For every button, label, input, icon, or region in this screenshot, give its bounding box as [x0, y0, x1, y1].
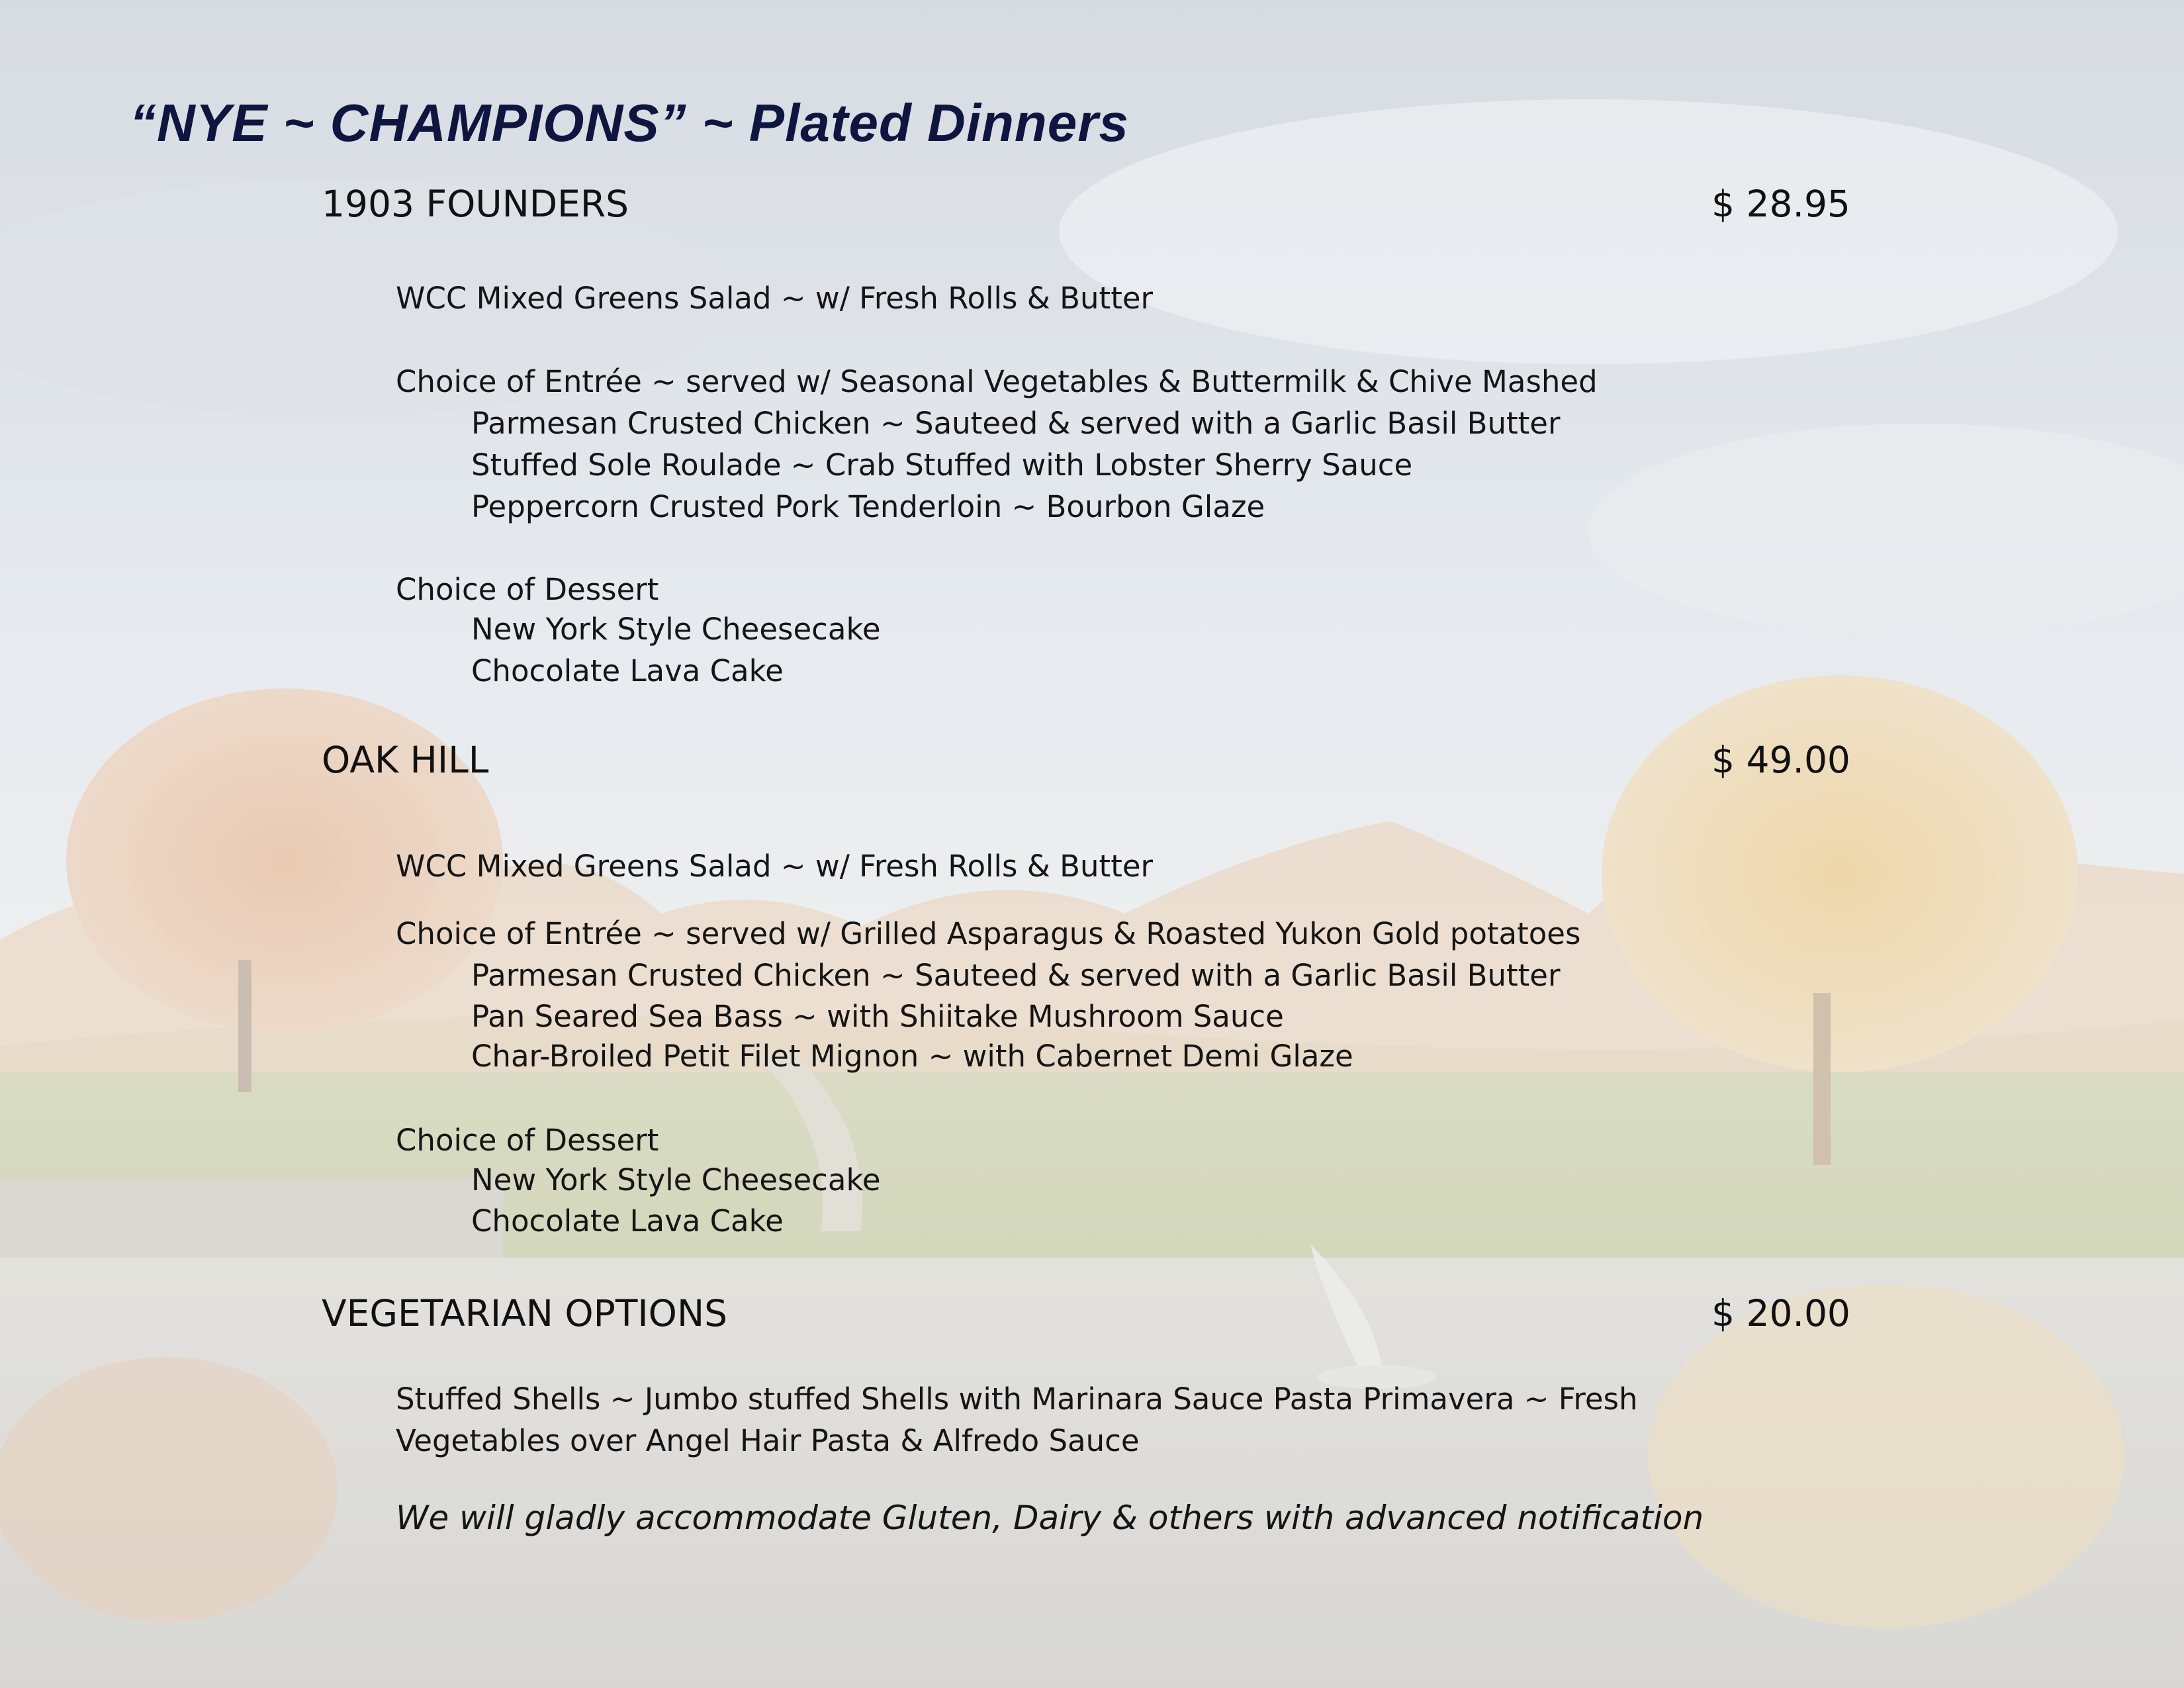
package-name-vegetarian: VEGETARIAN OPTIONS [322, 1292, 728, 1335]
dessert-item: Chocolate Lava Cake [471, 653, 784, 688]
entree-item: Parmesan Crusted Chicken ~ Sauteed & served with a Garlic Basil Butter [471, 406, 1561, 441]
dietary-note: We will gladly accommodate Gluten, Dairy & others with advanced notification [396, 1499, 1704, 1537]
package-price-oak-hill: $ 49.00 [1711, 739, 1850, 781]
page-title: “NYE ~ CHAMPIONS” ~ Plated Dinners [130, 93, 1129, 152]
salad-line: WCC Mixed Greens Salad ~ w/ Fresh Rolls & Butter [396, 849, 1154, 884]
package-name-founders: 1903 FOUNDERS [322, 183, 629, 225]
entree-heading: Choice of Entrée ~ served w/ Seasonal Vegetables & Buttermilk & Chive Mashed [396, 364, 1598, 399]
dessert-item: New York Style Cheesecake [471, 1162, 881, 1197]
dessert-heading: Choice of Dessert [396, 572, 659, 607]
package-price-vegetarian: $ 20.00 [1711, 1292, 1850, 1335]
entree-item: Parmesan Crusted Chicken ~ Sauteed & served with a Garlic Basil Butter [471, 958, 1561, 993]
dessert-item: New York Style Cheesecake [471, 612, 881, 647]
salad-line: WCC Mixed Greens Salad ~ w/ Fresh Rolls & Butter [396, 281, 1154, 316]
vegetarian-description: Stuffed Shells ~ Jumbo stuffed Shells with Marinara Sauce Pasta Primavera ~ Fresh Vegetables over Angel Hair Pasta & Alfredo Sauce [396, 1382, 1638, 1458]
entree-item: Peppercorn Crusted Pork Tenderloin ~ Bourbon Glaze [471, 489, 1265, 524]
entree-item: Pan Seared Sea Bass ~ with Shiitake Mushroom Sauce [471, 999, 1284, 1034]
dessert-item: Chocolate Lava Cake [471, 1203, 784, 1239]
package-price-founders: $ 28.95 [1711, 183, 1850, 225]
entree-item: Char-Broiled Petit Filet Mignon ~ with Cabernet Demi Glaze [471, 1039, 1353, 1074]
dessert-heading: Choice of Dessert [396, 1123, 659, 1158]
entree-item: Stuffed Sole Roulade ~ Crab Stuffed with Lobster Sherry Sauce [471, 447, 1413, 483]
entree-heading: Choice of Entrée ~ served w/ Grilled Asparagus & Roasted Yukon Gold potatoes [396, 916, 1581, 951]
package-name-oak-hill: OAK HILL [322, 739, 489, 781]
